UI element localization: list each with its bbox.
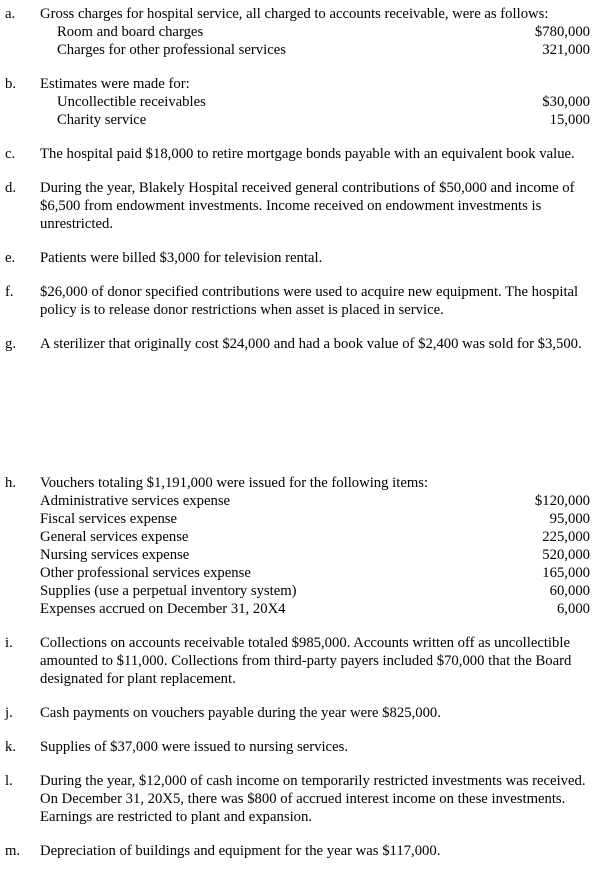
item-letter: c. [5,146,16,162]
row-label: Supplies (use a perpetual inventory system) [40,583,297,599]
row-amount: 15,000 [549,112,590,128]
item-text: Gross charges for hospital service, all charged to accounts receivable, were as follows: [40,6,549,22]
list-item-l [5,772,590,826]
amount-row [40,546,590,564]
item-text: During the year, Blakely Hospital received general contributions of $50,000 and income of $6,500 from endowment investments. Income received on endowment investments is unrestricted. [40,180,575,232]
row-amount: 95,000 [549,511,590,527]
item-text: A sterilizer that originally cost $24,000 and had a book value of $2,400 was sold for $3,500. [40,336,582,352]
list-item-d [5,179,590,233]
list-item-c [5,145,590,163]
amount-row [40,492,590,510]
list-item-f [5,283,590,319]
item-letter: b. [5,76,17,92]
row-amount: 225,000 [542,529,590,545]
row-label: Administrative services expense [40,493,231,509]
item-text: The hospital paid $18,000 to retire mortgage bonds payable with an equivalent book value. [40,146,575,162]
list-item-i [5,634,590,688]
item-letter: i. [5,635,13,651]
amount-row [40,600,590,618]
amount-row [40,510,590,528]
item-letter: f. [5,284,14,300]
item-text: Patients were billed $3,000 for television rental. [40,250,323,266]
row-label: Charity service [57,112,147,128]
document-body [5,5,590,860]
row-label: Fiscal services expense [40,511,178,527]
item-letter: e. [5,250,16,266]
amount-row [40,23,590,41]
list-item-h [5,474,590,618]
amount-row [40,93,590,111]
item-text: Depreciation of buildings and equipment for the year was $117,000. [40,843,441,859]
row-amount: 520,000 [542,547,590,563]
row-amount: 321,000 [542,42,590,58]
amount-rows [40,492,590,618]
item-text: During the year, $12,000 of cash income on temporarily restricted investments was received. On December 31, 20X5, there was $800 of accrued interest income on these investments. Earnings are restricted to plant and expansion. [40,773,586,825]
row-label: Expenses accrued on December 31, 20X4 [40,601,286,617]
list-item-b [5,75,590,129]
row-label: Room and board charges [57,24,204,40]
row-amount: $780,000 [534,24,590,40]
item-letter: l. [5,773,13,789]
item-text: Collections on accounts receivable totaled $985,000. Accounts written off as uncollectible amounted to $11,000. Collections from third-party payers included $70,000 that the Board designated for plant replacement. [40,635,572,687]
item-letter: d. [5,180,17,196]
item-letter: k. [5,739,17,755]
list-item-e [5,249,590,267]
item-text: Cash payments on vouchers payable during the year were $825,000. [40,705,441,721]
row-amount: $30,000 [542,94,590,110]
row-amount: 165,000 [542,565,590,581]
amount-rows [40,93,590,129]
amount-row [40,41,590,59]
item-text: Estimates were made for: [40,76,190,92]
amount-row [40,582,590,600]
page-break-gap [5,369,590,474]
row-amount: 6,000 [556,601,590,617]
item-text: Vouchers totaling $1,191,000 were issued for the following items: [40,475,429,491]
item-letter: a. [5,6,16,22]
item-text: Supplies of $37,000 were issued to nursing services. [40,739,348,755]
row-amount: 60,000 [549,583,590,599]
row-label: Other professional services expense [40,565,251,581]
amount-row [40,111,590,129]
item-letter: h. [5,475,17,491]
item-letter: g. [5,336,17,352]
item-letter: m. [5,843,21,859]
row-label: Charges for other professional services [57,42,286,58]
list-item-a [5,5,590,59]
amount-rows [40,23,590,59]
list-item-m [5,842,590,860]
amount-row [40,564,590,582]
row-label: General services expense [40,529,189,545]
item-text: $26,000 of donor specified contributions were used to acquire new equipment. The hospital policy is to release donor restrictions when asset is placed in service. [40,284,579,318]
row-label: Uncollectible receivables [57,94,206,110]
list-item-j [5,704,590,722]
amount-row [40,528,590,546]
item-letter: j. [5,705,13,721]
row-label: Nursing services expense [40,547,190,563]
list-item-g [5,335,590,353]
list-item-k [5,738,590,756]
row-amount: $120,000 [534,493,590,509]
